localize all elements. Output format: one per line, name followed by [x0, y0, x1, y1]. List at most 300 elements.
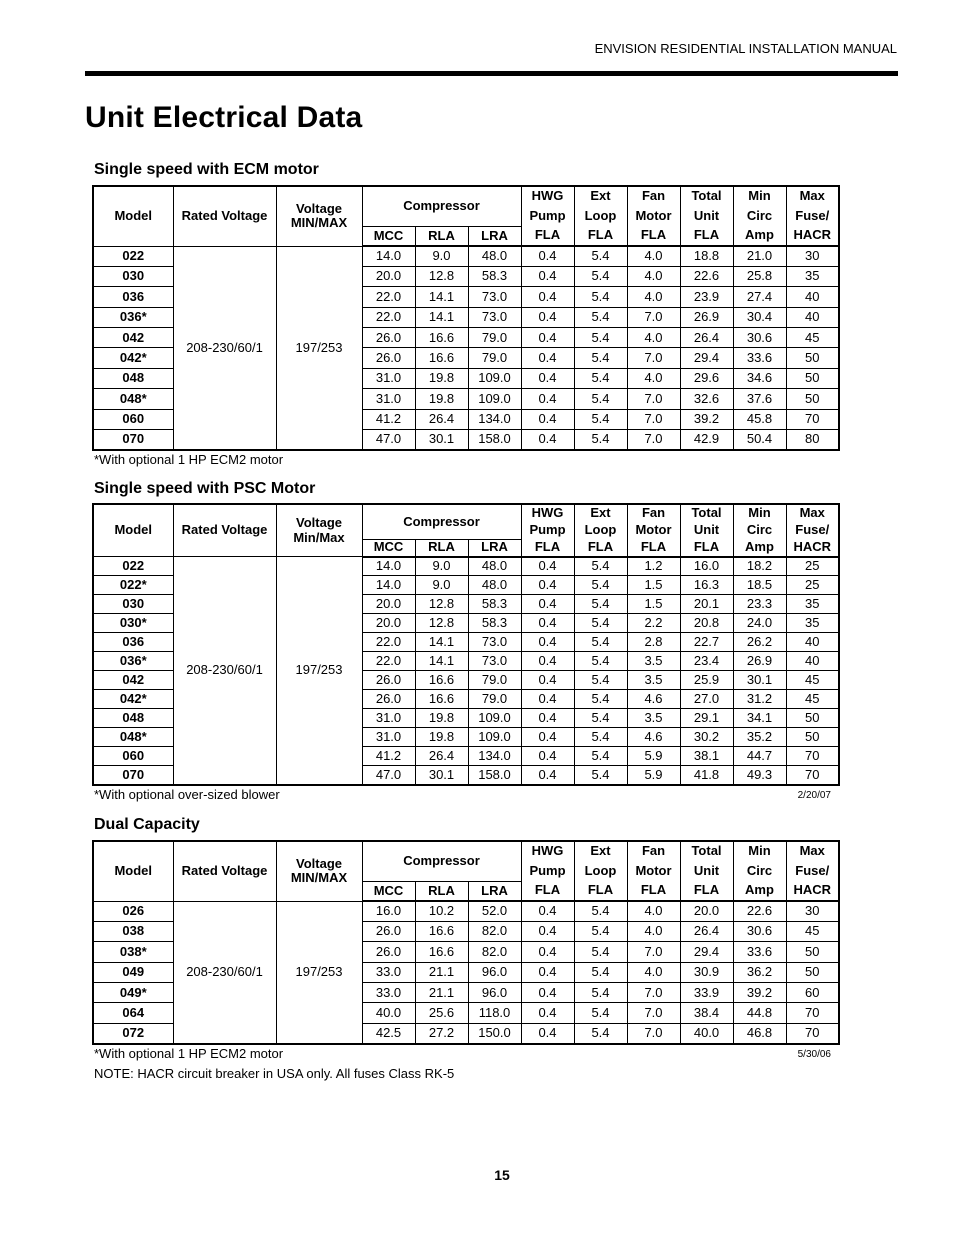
value-cell: 5.4: [574, 942, 627, 962]
value-cell: 82.0: [468, 921, 521, 941]
model-cell: 030: [93, 595, 173, 614]
value-cell: 25: [786, 557, 839, 576]
header-ext-line2: Loop: [574, 522, 627, 540]
value-cell: 0.4: [521, 246, 574, 266]
value-cell: 0.4: [521, 389, 574, 409]
value-cell: 5.4: [574, 266, 627, 286]
header-total-line3: FLA: [680, 226, 733, 246]
value-cell: 20.0: [362, 595, 415, 614]
value-cell: 44.8: [733, 1003, 786, 1023]
model-cell: 022: [93, 246, 173, 266]
value-cell: 42.9: [680, 430, 733, 450]
value-cell: 4.0: [627, 266, 680, 286]
value-cell: 0.4: [521, 652, 574, 671]
header-hwg-line1: HWG: [521, 186, 574, 206]
model-cell: 038: [93, 921, 173, 941]
value-cell: 0.4: [521, 728, 574, 747]
value-cell: 25: [786, 576, 839, 595]
footnote-dual: *With optional 1 HP ECM2 motor: [94, 1046, 284, 1061]
value-cell: 26.2: [733, 633, 786, 652]
header-hwg-line2: Pump: [521, 206, 574, 226]
value-cell: 0.4: [521, 671, 574, 690]
header-ext-line3: FLA: [574, 539, 627, 557]
value-cell: 49.3: [733, 766, 786, 785]
value-cell: 1.5: [627, 576, 680, 595]
value-cell: 40: [786, 652, 839, 671]
model-cell: 060: [93, 747, 173, 766]
header-max-line3: HACR: [786, 226, 839, 246]
header-min-line3: Amp: [733, 539, 786, 557]
running-header: ENVISION RESIDENTIAL INSTALLATION MANUAL: [594, 41, 897, 56]
header-total-line3: FLA: [680, 881, 733, 901]
value-cell: 48.0: [468, 557, 521, 576]
header-fan-line2: Motor: [627, 861, 680, 881]
value-cell: 45: [786, 671, 839, 690]
value-cell: 5.4: [574, 348, 627, 368]
value-cell: 22.6: [680, 266, 733, 286]
value-cell: 7.0: [627, 409, 680, 429]
value-cell: 26.4: [415, 747, 468, 766]
value-cell: 0.4: [521, 747, 574, 766]
value-cell: 134.0: [468, 409, 521, 429]
value-cell: 40.0: [362, 1003, 415, 1023]
model-cell: 070: [93, 430, 173, 450]
value-cell: 7.0: [627, 389, 680, 409]
value-cell: 41.2: [362, 409, 415, 429]
value-cell: 109.0: [468, 709, 521, 728]
value-cell: 23.4: [680, 652, 733, 671]
value-cell: 29.1: [680, 709, 733, 728]
header-lra: LRA: [468, 881, 521, 901]
value-cell: 3.5: [627, 709, 680, 728]
header-rla: RLA: [415, 539, 468, 557]
voltage-min-max-cell: 197/253: [276, 246, 362, 450]
header-rated-voltage: Rated Voltage: [173, 841, 276, 901]
model-cell: 036: [93, 287, 173, 307]
value-cell: 26.9: [733, 652, 786, 671]
value-cell: 118.0: [468, 1003, 521, 1023]
value-cell: 16.6: [415, 671, 468, 690]
value-cell: 4.0: [627, 962, 680, 982]
value-cell: 0.4: [521, 557, 574, 576]
header-lra: LRA: [468, 539, 521, 557]
value-cell: 33.6: [733, 348, 786, 368]
value-cell: 7.0: [627, 942, 680, 962]
value-cell: 26.4: [415, 409, 468, 429]
model-cell: 048*: [93, 728, 173, 747]
header-min-line1: Min: [733, 186, 786, 206]
value-cell: 27.4: [733, 287, 786, 307]
value-cell: 40.0: [680, 1023, 733, 1043]
header-max-line3: HACR: [786, 881, 839, 901]
model-cell: 042*: [93, 690, 173, 709]
value-cell: 0.4: [521, 962, 574, 982]
model-cell: 048: [93, 709, 173, 728]
value-cell: 79.0: [468, 690, 521, 709]
value-cell: 58.3: [468, 266, 521, 286]
value-cell: 5.4: [574, 671, 627, 690]
value-cell: 26.9: [680, 307, 733, 327]
voltage-min-max-cell: 197/253: [276, 557, 362, 785]
header-min-line3: Amp: [733, 226, 786, 246]
hacr-note: NOTE: HACR circuit breaker in USA only. All fuses Class RK-5: [94, 1066, 455, 1081]
header-hwg-line2: Pump: [521, 522, 574, 540]
value-cell: 5.4: [574, 557, 627, 576]
model-cell: 049: [93, 962, 173, 982]
value-cell: 50: [786, 942, 839, 962]
value-cell: 9.0: [415, 246, 468, 266]
header-compressor: Compressor: [362, 841, 521, 881]
value-cell: 0.4: [521, 287, 574, 307]
value-cell: 5.4: [574, 595, 627, 614]
value-cell: 0.4: [521, 576, 574, 595]
table-row: [93, 246, 839, 266]
value-cell: 0.4: [521, 307, 574, 327]
value-cell: 16.3: [680, 576, 733, 595]
value-cell: 38.1: [680, 747, 733, 766]
value-cell: 5.4: [574, 652, 627, 671]
value-cell: 29.4: [680, 942, 733, 962]
value-cell: 40: [786, 633, 839, 652]
header-total-line1: Total: [680, 841, 733, 861]
value-cell: 33.0: [362, 983, 415, 1003]
header-rla: RLA: [415, 226, 468, 246]
header-hwg-line3: FLA: [521, 881, 574, 901]
value-cell: 26.0: [362, 921, 415, 941]
header-total-line3: FLA: [680, 539, 733, 557]
value-cell: 0.4: [521, 633, 574, 652]
value-cell: 5.4: [574, 368, 627, 388]
header-max-line2: Fuse/: [786, 522, 839, 540]
header-max-line2: Fuse/: [786, 861, 839, 881]
value-cell: 47.0: [362, 766, 415, 785]
header-total-line1: Total: [680, 186, 733, 206]
value-cell: 30.2: [680, 728, 733, 747]
value-cell: 12.8: [415, 266, 468, 286]
value-cell: 16.0: [680, 557, 733, 576]
value-cell: 18.5: [733, 576, 786, 595]
header-fan-line2: Motor: [627, 206, 680, 226]
value-cell: 7.0: [627, 307, 680, 327]
rated-voltage-cell: 208-230/60/1: [173, 557, 276, 785]
value-cell: 79.0: [468, 348, 521, 368]
value-cell: 5.4: [574, 307, 627, 327]
value-cell: 70: [786, 747, 839, 766]
value-cell: 26.4: [680, 328, 733, 348]
value-cell: 18.2: [733, 557, 786, 576]
value-cell: 4.0: [627, 287, 680, 307]
value-cell: 21.0: [733, 246, 786, 266]
value-cell: 35: [786, 595, 839, 614]
value-cell: 39.2: [733, 983, 786, 1003]
value-cell: 26.0: [362, 671, 415, 690]
header-hwg-line1: HWG: [521, 841, 574, 861]
value-cell: 42.5: [362, 1023, 415, 1043]
page-title: Unit Electrical Data: [85, 101, 363, 134]
model-cell: 048: [93, 368, 173, 388]
value-cell: 31.2: [733, 690, 786, 709]
value-cell: 1.2: [627, 557, 680, 576]
value-cell: 7.0: [627, 983, 680, 1003]
header-total-line2: Unit: [680, 522, 733, 540]
value-cell: 0.4: [521, 409, 574, 429]
value-cell: 34.6: [733, 368, 786, 388]
section-title-ecm: Single speed with ECM motor: [94, 161, 319, 178]
model-cell: 072: [93, 1023, 173, 1043]
header-model: Model: [93, 841, 173, 901]
header-hwg-line3: FLA: [521, 226, 574, 246]
value-cell: 5.4: [574, 983, 627, 1003]
value-cell: 27.0: [680, 690, 733, 709]
value-cell: 4.0: [627, 246, 680, 266]
value-cell: 7.0: [627, 430, 680, 450]
value-cell: 73.0: [468, 307, 521, 327]
value-cell: 5.4: [574, 1003, 627, 1023]
value-cell: 73.0: [468, 633, 521, 652]
value-cell: 30: [786, 901, 839, 921]
value-cell: 0.4: [521, 921, 574, 941]
value-cell: 0.4: [521, 348, 574, 368]
header-max-line1: Max: [786, 186, 839, 206]
header-min-line2: Circ: [733, 861, 786, 881]
value-cell: 22.6: [733, 901, 786, 921]
header-mcc: MCC: [362, 226, 415, 246]
value-cell: 19.8: [415, 368, 468, 388]
value-cell: 41.2: [362, 747, 415, 766]
header-fan-line1: Fan: [627, 186, 680, 206]
value-cell: 31.0: [362, 709, 415, 728]
ecm-electrical-table: [92, 185, 840, 451]
value-cell: 16.6: [415, 921, 468, 941]
value-cell: 5.4: [574, 921, 627, 941]
header-fan-line3: FLA: [627, 881, 680, 901]
value-cell: 9.0: [415, 557, 468, 576]
value-cell: 35: [786, 614, 839, 633]
value-cell: 10.2: [415, 901, 468, 921]
value-cell: 31.0: [362, 389, 415, 409]
value-cell: 5.9: [627, 747, 680, 766]
header-rule: [85, 71, 898, 76]
value-cell: 2.8: [627, 633, 680, 652]
model-cell: 049*: [93, 983, 173, 1003]
value-cell: 45: [786, 328, 839, 348]
model-cell: 038*: [93, 942, 173, 962]
value-cell: 70: [786, 1003, 839, 1023]
value-cell: 19.8: [415, 389, 468, 409]
header-fan-line3: FLA: [627, 226, 680, 246]
value-cell: 20.8: [680, 614, 733, 633]
voltage-min-max-cell: 197/253: [276, 901, 362, 1044]
value-cell: 5.4: [574, 747, 627, 766]
value-cell: 32.6: [680, 389, 733, 409]
header-min-line1: Min: [733, 841, 786, 861]
model-cell: 026: [93, 901, 173, 921]
value-cell: 73.0: [468, 652, 521, 671]
value-cell: 80: [786, 430, 839, 450]
value-cell: 23.3: [733, 595, 786, 614]
model-cell: 022: [93, 557, 173, 576]
value-cell: 9.0: [415, 576, 468, 595]
value-cell: 12.8: [415, 614, 468, 633]
footnote-psc: *With optional over-sized blower: [94, 787, 280, 802]
value-cell: 79.0: [468, 328, 521, 348]
value-cell: 26.4: [680, 921, 733, 941]
value-cell: 5.4: [574, 576, 627, 595]
footnote-ecm: *With optional 1 HP ECM2 motor: [94, 452, 284, 467]
header-ext-line1: Ext: [574, 504, 627, 522]
value-cell: 35: [786, 266, 839, 286]
value-cell: 27.2: [415, 1023, 468, 1043]
value-cell: 33.0: [362, 962, 415, 982]
value-cell: 7.0: [627, 1023, 680, 1043]
value-cell: 18.8: [680, 246, 733, 266]
model-cell: 030: [93, 266, 173, 286]
value-cell: 0.4: [521, 1023, 574, 1043]
header-fan-line2: Motor: [627, 522, 680, 540]
value-cell: 0.4: [521, 328, 574, 348]
model-cell: 036: [93, 633, 173, 652]
value-cell: 70: [786, 409, 839, 429]
value-cell: 37.6: [733, 389, 786, 409]
header-voltage-min-max: Voltage Min/Max: [276, 504, 362, 557]
dual-capacity-electrical-table: [92, 840, 840, 1045]
value-cell: 5.4: [574, 614, 627, 633]
value-cell: 150.0: [468, 1023, 521, 1043]
rated-voltage-cell: 208-230/60/1: [173, 246, 276, 450]
header-voltage-min-max: Voltage MIN/MAX: [276, 186, 362, 246]
value-cell: 16.0: [362, 901, 415, 921]
header-rated-voltage: Rated Voltage: [173, 504, 276, 557]
value-cell: 2.2: [627, 614, 680, 633]
value-cell: 45.8: [733, 409, 786, 429]
header-min-line2: Circ: [733, 206, 786, 226]
section-title-psc: Single speed with PSC Motor: [94, 480, 316, 497]
header-hwg-line3: FLA: [521, 539, 574, 557]
value-cell: 34.1: [733, 709, 786, 728]
header-voltage-min-max: Voltage MIN/MAX: [276, 841, 362, 901]
value-cell: 7.0: [627, 348, 680, 368]
value-cell: 5.4: [574, 389, 627, 409]
header-fan-line1: Fan: [627, 841, 680, 861]
value-cell: 0.4: [521, 1003, 574, 1023]
value-cell: 19.8: [415, 709, 468, 728]
model-cell: 042: [93, 328, 173, 348]
datecode-psc: 2/20/07: [797, 790, 831, 801]
value-cell: 0.4: [521, 942, 574, 962]
header-min-line3: Amp: [733, 881, 786, 901]
model-cell: 036*: [93, 652, 173, 671]
value-cell: 5.9: [627, 766, 680, 785]
value-cell: 109.0: [468, 368, 521, 388]
value-cell: 48.0: [468, 576, 521, 595]
value-cell: 14.0: [362, 246, 415, 266]
value-cell: 26.0: [362, 328, 415, 348]
value-cell: 35.2: [733, 728, 786, 747]
value-cell: 36.2: [733, 962, 786, 982]
value-cell: 40: [786, 307, 839, 327]
value-cell: 5.4: [574, 1023, 627, 1043]
value-cell: 30.1: [415, 766, 468, 785]
header-ext-line2: Loop: [574, 861, 627, 881]
model-cell: 030*: [93, 614, 173, 633]
value-cell: 22.0: [362, 652, 415, 671]
value-cell: 0.4: [521, 983, 574, 1003]
value-cell: 30.1: [733, 671, 786, 690]
value-cell: 19.8: [415, 728, 468, 747]
table-row: [93, 901, 839, 921]
value-cell: 30.4: [733, 307, 786, 327]
header-total-line1: Total: [680, 504, 733, 522]
header-fan-line3: FLA: [627, 539, 680, 557]
header-min-line2: Circ: [733, 522, 786, 540]
value-cell: 38.4: [680, 1003, 733, 1023]
value-cell: 29.4: [680, 348, 733, 368]
value-cell: 14.0: [362, 576, 415, 595]
value-cell: 31.0: [362, 728, 415, 747]
table-row: [93, 557, 839, 576]
value-cell: 30.1: [415, 430, 468, 450]
header-model: Model: [93, 186, 173, 246]
value-cell: 14.1: [415, 652, 468, 671]
value-cell: 22.0: [362, 307, 415, 327]
value-cell: 22.7: [680, 633, 733, 652]
value-cell: 50: [786, 709, 839, 728]
value-cell: 29.6: [680, 368, 733, 388]
value-cell: 3.5: [627, 652, 680, 671]
value-cell: 31.0: [362, 368, 415, 388]
value-cell: 26.0: [362, 690, 415, 709]
value-cell: 79.0: [468, 671, 521, 690]
value-cell: 22.0: [362, 633, 415, 652]
header-mcc: MCC: [362, 881, 415, 901]
value-cell: 23.9: [680, 287, 733, 307]
value-cell: 24.0: [733, 614, 786, 633]
header-ext-line3: FLA: [574, 881, 627, 901]
value-cell: 46.8: [733, 1023, 786, 1043]
value-cell: 39.2: [680, 409, 733, 429]
psc-electrical-table: [92, 503, 840, 786]
header-model: Model: [93, 504, 173, 557]
value-cell: 0.4: [521, 901, 574, 921]
value-cell: 44.7: [733, 747, 786, 766]
value-cell: 12.8: [415, 595, 468, 614]
value-cell: 50: [786, 962, 839, 982]
value-cell: 4.0: [627, 921, 680, 941]
value-cell: 50: [786, 389, 839, 409]
value-cell: 3.5: [627, 671, 680, 690]
value-cell: 5.4: [574, 901, 627, 921]
value-cell: 50: [786, 368, 839, 388]
value-cell: 14.1: [415, 633, 468, 652]
value-cell: 0.4: [521, 614, 574, 633]
value-cell: 45: [786, 921, 839, 941]
header-rla: RLA: [415, 881, 468, 901]
value-cell: 109.0: [468, 389, 521, 409]
value-cell: 134.0: [468, 747, 521, 766]
value-cell: 33.9: [680, 983, 733, 1003]
value-cell: 50: [786, 348, 839, 368]
header-hwg-line1: HWG: [521, 504, 574, 522]
value-cell: 4.0: [627, 328, 680, 348]
header-min-line1: Min: [733, 504, 786, 522]
value-cell: 4.0: [627, 368, 680, 388]
value-cell: 48.0: [468, 246, 521, 266]
model-cell: 048*: [93, 389, 173, 409]
value-cell: 47.0: [362, 430, 415, 450]
value-cell: 158.0: [468, 430, 521, 450]
value-cell: 4.0: [627, 901, 680, 921]
header-hwg-line2: Pump: [521, 861, 574, 881]
